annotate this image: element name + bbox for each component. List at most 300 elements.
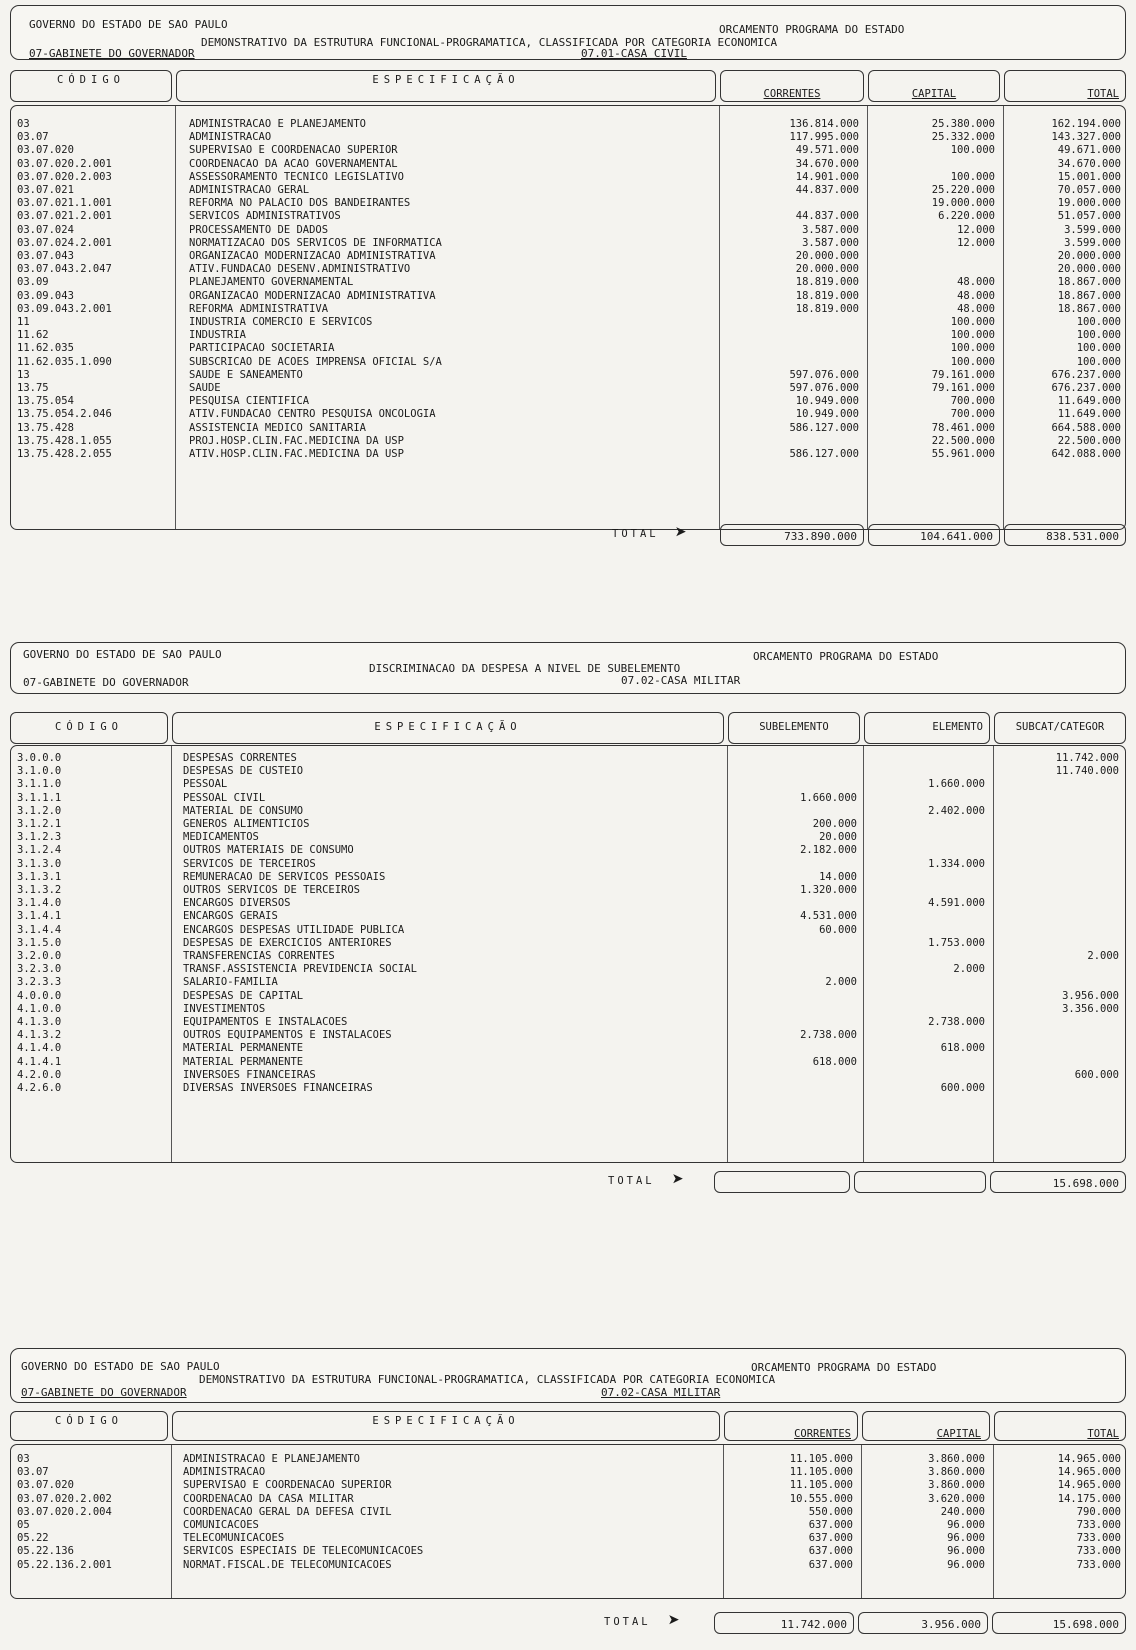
row-value-1: 3.587.000 [802, 236, 859, 249]
table-row [11, 408, 1126, 421]
column-header-codigo: CÓDIGO [10, 1411, 168, 1441]
row-code: 3.2.3.0 [17, 963, 62, 976]
row-value-1: 4.531.000 [800, 910, 857, 923]
column-header-capital: CAPITAL [868, 70, 1000, 102]
row-code: 3.1.5.0 [17, 936, 62, 949]
row-value-1: 49.571.000 [795, 144, 859, 157]
total-geral: 838.531.000 [1004, 524, 1126, 546]
row-code: 11.62 [17, 329, 49, 342]
government-title: GOVERNO DO ESTADO DE SAO PAULO [23, 648, 222, 661]
row-description: MEDICAMENTOS [183, 831, 259, 844]
row-value-2: 100.000 [950, 342, 995, 355]
row-value-1: 44.837.000 [795, 210, 859, 223]
row-value-2: 1.334.000 [928, 857, 985, 870]
table-row [11, 171, 1126, 184]
table-row [11, 976, 1126, 989]
row-value-2: 700.000 [950, 408, 995, 421]
row-value-1: 11.105.000 [789, 1466, 853, 1479]
row-value-1: 10.949.000 [795, 395, 859, 408]
row-description: DESPESAS CORRENTES [183, 752, 297, 764]
row-value-3: 14.965.000 [1057, 1453, 1121, 1465]
row-description: SERVICOS ESPECIAIS DE TELECOMUNICACOES [183, 1545, 424, 1558]
row-code: 05.22 [17, 1532, 49, 1545]
row-description: ENCARGOS GERAIS [183, 910, 278, 923]
row-description: GENEROS ALIMENTICIOS [183, 818, 310, 830]
row-code: 3.2.3.3 [17, 976, 62, 989]
row-description: SAUDE [189, 382, 221, 394]
row-code: 03.07.020 [17, 144, 74, 157]
total-capital: 104.641.000 [868, 524, 1000, 546]
table-body [10, 105, 1126, 530]
table-row [11, 950, 1126, 963]
table-row [11, 250, 1126, 263]
row-code: 03.07.020.2.004 [17, 1505, 112, 1518]
row-description: PLANEJAMENTO GOVERNAMENTAL [189, 276, 354, 289]
table-row [11, 144, 1126, 157]
row-code: 13.75.054 [17, 395, 74, 408]
row-description: TELECOMUNICACOES [183, 1532, 285, 1545]
row-value-1: 11.105.000 [789, 1453, 853, 1465]
column-header-especificacao: ESPECIFICAÇÃO [176, 70, 716, 102]
row-code: 11 [17, 316, 30, 328]
row-code: 3.1.3.0 [17, 857, 62, 870]
row-value-3: 3.356.000 [1062, 1002, 1119, 1015]
row-value-2: 100.000 [950, 170, 995, 183]
row-code: 13.75 [17, 382, 49, 394]
row-description: PROCESSAMENTO DE DADOS [189, 223, 329, 236]
row-code: 03.07.043.2.047 [17, 263, 112, 276]
row-value-1: 2.000 [825, 976, 857, 989]
row-value-2: 25.380.000 [931, 118, 995, 130]
row-description: ASSISTENCIA MEDICO SANITARIA [189, 421, 367, 434]
row-description: COORDENACAO GERAL DA DEFESA CIVIL [183, 1505, 392, 1518]
row-value-2: 1.660.000 [928, 778, 985, 791]
row-value-1: 1.320.000 [800, 884, 857, 896]
row-code: 05 [17, 1519, 30, 1531]
row-value-3: 15.001.000 [1057, 170, 1121, 183]
column-header-correntes: CORRENTES [724, 1411, 858, 1441]
row-value-1: 200.000 [812, 818, 857, 830]
table-row [11, 831, 1126, 844]
row-value-3: 676.237.000 [1051, 368, 1121, 381]
row-code: 03.07 [17, 131, 49, 144]
row-code: 03.07.021.2.001 [17, 210, 112, 223]
table-row [11, 1082, 1126, 1095]
column-header-total: TOTAL [1004, 70, 1126, 102]
total-capital: 3.956.000 [858, 1612, 988, 1634]
table-row [11, 990, 1126, 1003]
row-code: 4.1.0.0 [17, 1002, 62, 1015]
row-value-3: 11.740.000 [1055, 765, 1119, 778]
row-description: INVESTIMENTOS [183, 1002, 266, 1015]
row-code: 3.1.1.1 [17, 791, 62, 804]
column-header-codigo: CÓDIGO [10, 70, 172, 102]
row-description: ATIV.HOSP.CLIN.FAC.MEDICINA DA USP [189, 448, 404, 460]
table-row [11, 276, 1126, 289]
table-row [11, 778, 1126, 791]
table-row [11, 897, 1126, 910]
row-value-3: 3.599.000 [1064, 223, 1121, 236]
total-subcat-categor: 15.698.000 [990, 1171, 1126, 1193]
column-header-subelemento: SUBELEMENTO [728, 712, 860, 744]
table-row [11, 937, 1126, 950]
row-code: 3.1.2.4 [17, 844, 62, 857]
row-description: ATIV.FUNDACAO CENTRO PESQUISA ONCOLOGIA [189, 408, 436, 421]
table-row [11, 1042, 1126, 1055]
table-row [11, 805, 1126, 818]
table-row [11, 858, 1126, 871]
row-description: PESSOAL [183, 778, 228, 791]
row-value-1: 20.000.000 [795, 263, 859, 276]
row-code: 3.1.3.2 [17, 884, 62, 896]
row-value-3: 100.000 [1076, 355, 1121, 368]
table-row [11, 316, 1126, 329]
row-description: INDUSTRIA [189, 329, 246, 342]
row-value-3: 733.000 [1076, 1558, 1121, 1571]
row-value-3: 49.671.000 [1057, 144, 1121, 157]
row-code: 03.07.020 [17, 1479, 74, 1492]
row-code: 13 [17, 368, 30, 381]
row-code: 3.2.0.0 [17, 950, 62, 962]
row-code: 3.1.4.0 [17, 897, 62, 910]
table-row [11, 356, 1126, 369]
row-value-3: 3.956.000 [1062, 989, 1119, 1002]
row-value-3: 11.742.000 [1055, 752, 1119, 764]
row-code: 03.07 [17, 1466, 49, 1479]
report-header [10, 5, 1126, 60]
row-code: 13.75.054.2.046 [17, 408, 112, 421]
row-value-2: 19.000.000 [931, 197, 995, 210]
row-code: 4.1.4.1 [17, 1055, 62, 1068]
row-code: 4.1.3.2 [17, 1029, 62, 1042]
row-value-3: 162.194.000 [1051, 118, 1121, 130]
row-code: 4.0.0.0 [17, 989, 62, 1002]
row-value-2: 3.860.000 [928, 1479, 985, 1492]
row-code: 03.07.024.2.001 [17, 236, 112, 249]
table-body [10, 745, 1126, 1163]
budget-title: ORCAMENTO PROGRAMA DO ESTADO [751, 1361, 937, 1374]
row-code: 3.1.2.0 [17, 804, 62, 817]
row-code: 03.07.021 [17, 184, 74, 196]
row-value-1: 2.182.000 [800, 844, 857, 857]
table-row [11, 131, 1126, 144]
row-value-2: 96.000 [947, 1545, 985, 1558]
report-subtitle: DEMONSTRATIVO DA ESTRUTURA FUNCIONAL-PROGRAMATICA, CLASSIFICADA POR CATEGORIA ECONOMICA [199, 1373, 776, 1386]
row-value-3: 733.000 [1076, 1545, 1121, 1558]
row-value-2: 2.738.000 [928, 1016, 985, 1028]
row-value-1: 18.819.000 [795, 302, 859, 315]
row-value-1: 20.000.000 [795, 250, 859, 262]
table-row [11, 1056, 1126, 1069]
table-row [11, 963, 1126, 976]
row-value-2: 618.000 [940, 1042, 985, 1055]
row-value-1: 14.000 [819, 870, 857, 883]
table-row [11, 303, 1126, 316]
row-value-2: 12.000 [957, 223, 995, 236]
table-row [11, 1069, 1126, 1082]
row-value-2: 3.620.000 [928, 1492, 985, 1505]
row-value-3: 790.000 [1076, 1505, 1121, 1518]
row-code: 4.2.0.0 [17, 1068, 62, 1081]
row-description: ORGANIZACAO MODERNIZACAO ADMINISTRATIVA [189, 289, 436, 302]
row-code: 13.75.428.1.055 [17, 434, 112, 447]
row-value-3: 19.000.000 [1057, 197, 1121, 210]
row-value-3: 642.088.000 [1051, 448, 1121, 460]
row-value-1: 637.000 [808, 1545, 853, 1558]
row-description: ADMINISTRACAO [189, 131, 272, 144]
row-value-3: 22.500.000 [1057, 434, 1121, 447]
table-row [11, 924, 1126, 937]
table-row [11, 1003, 1126, 1016]
row-value-2: 4.591.000 [928, 897, 985, 910]
row-value-2: 3.860.000 [928, 1466, 985, 1479]
column-header-capital: CAPITAL [862, 1411, 990, 1441]
row-value-1: 586.127.000 [789, 421, 859, 434]
row-value-1: 597.076.000 [789, 382, 859, 394]
row-description: REFORMA NO PALACIO DOS BANDEIRANTES [189, 197, 411, 210]
budget-title: ORCAMENTO PROGRAMA DO ESTADO [753, 650, 939, 663]
row-code: 03 [17, 1453, 30, 1465]
row-value-3: 20.000.000 [1057, 250, 1121, 262]
row-value-2: 22.500.000 [931, 434, 995, 447]
row-description: OUTROS SERVICOS DE TERCEIROS [183, 884, 361, 896]
row-code: 13.75.428.2.055 [17, 448, 112, 460]
row-value-3: 600.000 [1074, 1068, 1119, 1081]
table-row [11, 210, 1126, 223]
row-description: OUTROS MATERIAIS DE CONSUMO [183, 844, 354, 857]
row-description: REFORMA ADMINISTRATIVA [189, 302, 329, 315]
row-description: TRANSFERENCIAS CORRENTES [183, 950, 335, 962]
row-code: 3.1.1.0 [17, 778, 62, 791]
table-row [11, 1466, 1126, 1479]
row-value-1: 1.660.000 [800, 791, 857, 804]
row-value-2: 48.000 [957, 276, 995, 289]
row-description: ADMINISTRACAO E PLANEJAMENTO [189, 118, 367, 130]
row-value-2: 6.220.000 [938, 210, 995, 223]
unit-name: 07.02-CASA MILITAR [601, 1386, 721, 1399]
table-row [11, 818, 1126, 831]
row-description: TRANSF.ASSISTENCIA PREVIDENCIA SOCIAL [183, 963, 417, 976]
row-description: SUPERVISAO E COORDENACAO SUPERIOR [183, 1479, 392, 1492]
row-description: MATERIAL DE CONSUMO [183, 804, 304, 817]
row-code: 3.1.3.1 [17, 870, 62, 883]
government-title: GOVERNO DO ESTADO DE SAO PAULO [29, 18, 228, 31]
table-header [10, 1411, 1126, 1441]
row-value-1: 10.555.000 [789, 1492, 853, 1505]
unit-name: 07.02-CASA MILITAR [621, 674, 741, 687]
table-row [11, 765, 1126, 778]
row-value-3: 11.649.000 [1057, 408, 1121, 421]
row-description: ENCARGOS DESPESAS UTILIDADE PUBLICA [183, 923, 405, 936]
row-description: SUBSCRICAO DE ACOES IMPRENSA OFICIAL S/A [189, 355, 442, 368]
row-code: 03 [17, 118, 30, 130]
row-code: 3.1.0.0 [17, 765, 62, 778]
table-row [11, 1506, 1126, 1519]
row-value-1: 117.995.000 [789, 131, 859, 144]
table-row [11, 224, 1126, 237]
table-row [11, 263, 1126, 276]
row-value-3: 11.649.000 [1057, 395, 1121, 408]
row-value-3: 100.000 [1076, 316, 1121, 328]
row-value-3: 14.965.000 [1057, 1466, 1121, 1479]
row-value-2: 2.000 [953, 963, 985, 976]
report-header [10, 1348, 1126, 1403]
row-code: 3.1.4.4 [17, 923, 62, 936]
row-value-1: 14.901.000 [795, 170, 859, 183]
row-description: ORGANIZACAO MODERNIZACAO ADMINISTRATIVA [189, 250, 436, 262]
table-row [11, 118, 1126, 131]
row-value-2: 25.220.000 [931, 184, 995, 196]
column-header-correntes: CORRENTES [720, 70, 864, 102]
row-value-1: 637.000 [808, 1532, 853, 1545]
row-value-1: 586.127.000 [789, 448, 859, 460]
table-row [11, 382, 1126, 395]
total-correntes: 733.890.000 [720, 524, 864, 546]
total-elemento [854, 1171, 986, 1193]
row-value-2: 48.000 [957, 289, 995, 302]
row-value-1: 11.105.000 [789, 1479, 853, 1492]
row-value-3: 14.965.000 [1057, 1479, 1121, 1492]
right-arrow-icon: ➤ [672, 1167, 685, 1191]
row-value-3: 100.000 [1076, 342, 1121, 355]
row-code: 3.1.2.3 [17, 831, 62, 844]
row-value-1: 618.000 [812, 1055, 857, 1068]
row-value-2: 2.402.000 [928, 804, 985, 817]
row-value-2: 1.753.000 [928, 936, 985, 949]
row-description: DIVERSAS INVERSOES FINANCEIRAS [183, 1082, 373, 1094]
row-value-1: 550.000 [808, 1505, 853, 1518]
row-value-3: 733.000 [1076, 1519, 1121, 1531]
row-code: 03.07.043 [17, 250, 74, 262]
total-subelemento [714, 1171, 850, 1193]
department-name: 07-GABINETE DO GOVERNADOR [29, 47, 195, 60]
right-arrow-icon: ➤ [668, 1608, 681, 1632]
column-header-subcat-categor: SUBCAT/CATEGOR [994, 712, 1126, 744]
row-value-3: 20.000.000 [1057, 263, 1121, 276]
row-code: 03.09.043 [17, 289, 74, 302]
row-description: NORMAT.FISCAL.DE TELECOMUNICACOES [183, 1558, 392, 1571]
row-code: 03.07.020.2.002 [17, 1492, 112, 1505]
row-code: 03.09 [17, 276, 49, 289]
row-value-2: 240.000 [940, 1505, 985, 1518]
row-value-3: 733.000 [1076, 1532, 1121, 1545]
table-body [10, 1444, 1126, 1599]
total-label: TOTAL [612, 528, 659, 540]
row-code: 13.75.428 [17, 421, 74, 434]
row-value-2: 700.000 [950, 395, 995, 408]
government-title: GOVERNO DO ESTADO DE SAO PAULO [21, 1360, 220, 1373]
row-description: REMUNERACAO DE SERVICOS PESSOAIS [183, 870, 386, 883]
row-description: SUPERVISAO E COORDENACAO SUPERIOR [189, 144, 398, 157]
row-value-1: 20.000 [819, 831, 857, 844]
row-description: ATIV.FUNDACAO DESENV.ADMINISTRATIVO [189, 263, 411, 276]
row-description: PARTICIPACAO SOCIETARIA [189, 342, 335, 355]
table-row [11, 792, 1126, 805]
row-value-3: 3.599.000 [1064, 236, 1121, 249]
row-code: 05.22.136.2.001 [17, 1558, 112, 1571]
right-arrow-icon: ➤ [675, 520, 688, 544]
table-row [11, 1016, 1126, 1029]
table-row [11, 422, 1126, 435]
column-header-especificacao: ESPECIFICAÇÃO [172, 1411, 720, 1441]
row-description: MATERIAL PERMANENTE [183, 1055, 304, 1068]
row-value-2: 79.161.000 [931, 368, 995, 381]
column-header-elemento: ELEMENTO [864, 712, 990, 744]
row-description: SALARIO-FAMILIA [183, 976, 278, 989]
table-row [11, 158, 1126, 171]
column-header-especificacao: ESPECIFICAÇÃO [172, 712, 724, 744]
row-code: 05.22.136 [17, 1545, 74, 1558]
row-code: 4.2.6.0 [17, 1082, 62, 1094]
row-value-3: 34.670.000 [1057, 157, 1121, 170]
row-value-1: 34.670.000 [795, 157, 859, 170]
budget-title: ORCAMENTO PROGRAMA DO ESTADO [719, 23, 905, 36]
total-label: TOTAL [608, 1175, 655, 1187]
table-row [11, 329, 1126, 342]
table-row [11, 844, 1126, 857]
row-description: COMUNICACOES [183, 1519, 259, 1531]
row-code: 4.1.4.0 [17, 1042, 62, 1055]
row-value-1: 10.949.000 [795, 408, 859, 421]
table-row [11, 1493, 1126, 1506]
table-header [10, 712, 1126, 744]
row-value-3: 143.327.000 [1051, 131, 1121, 144]
row-value-1: 597.076.000 [789, 368, 859, 381]
row-description: INDUSTRIA COMERCIO E SERVICOS [189, 316, 373, 328]
table-row [11, 448, 1126, 461]
row-value-2: 55.961.000 [931, 448, 995, 460]
column-header-codigo: CÓDIGO [10, 712, 168, 744]
department-name: 07-GABINETE DO GOVERNADOR [23, 676, 189, 689]
row-value-1: 60.000 [819, 923, 857, 936]
row-value-2: 600.000 [940, 1082, 985, 1094]
row-description: SAUDE E SANEAMENTO [189, 368, 303, 381]
row-code: 03.07.021.1.001 [17, 197, 112, 210]
unit-name: 07.01-CASA CIVIL [581, 47, 687, 60]
row-code: 3.0.0.0 [17, 752, 62, 764]
section-casa-civil-funcional [10, 5, 1126, 550]
table-row [11, 395, 1126, 408]
row-value-3: 70.057.000 [1057, 184, 1121, 196]
row-value-2: 100.000 [950, 355, 995, 368]
row-code: 11.62.035.1.090 [17, 355, 112, 368]
row-code: 03.07.020.2.001 [17, 157, 112, 170]
report-subtitle: DISCRIMINACAO DA DESPESA A NIVEL DE SUBELEMENTO [369, 662, 681, 675]
table-row [11, 1479, 1126, 1492]
row-value-3: 100.000 [1076, 329, 1121, 342]
table-row [11, 1545, 1126, 1558]
row-code: 3.1.4.1 [17, 910, 62, 923]
row-description: PESQUISA CIENTIFICA [189, 395, 310, 408]
total-correntes: 11.742.000 [714, 1612, 854, 1634]
table-row [11, 237, 1126, 250]
total-label: TOTAL [604, 1616, 651, 1628]
row-value-2: 48.000 [957, 302, 995, 315]
row-description: SERVICOS ADMINISTRATIVOS [189, 210, 341, 223]
row-value-1: 136.814.000 [789, 118, 859, 130]
table-row [11, 1559, 1126, 1572]
row-code: 03.09.043.2.001 [17, 302, 112, 315]
table-row [11, 435, 1126, 448]
table-row [11, 184, 1126, 197]
table-row [11, 197, 1126, 210]
table-row [11, 1519, 1126, 1532]
row-description: ENCARGOS DIVERSOS [183, 897, 291, 910]
report-subtitle: DEMONSTRATIVO DA ESTRUTURA FUNCIONAL-PROGRAMATICA, CLASSIFICADA POR CATEGORIA ECONOMICA [201, 36, 778, 49]
column-header-total: TOTAL [994, 1411, 1126, 1441]
row-description: COORDENACAO DA ACAO GOVERNAMENTAL [189, 157, 398, 170]
row-value-3: 14.175.000 [1057, 1492, 1121, 1505]
